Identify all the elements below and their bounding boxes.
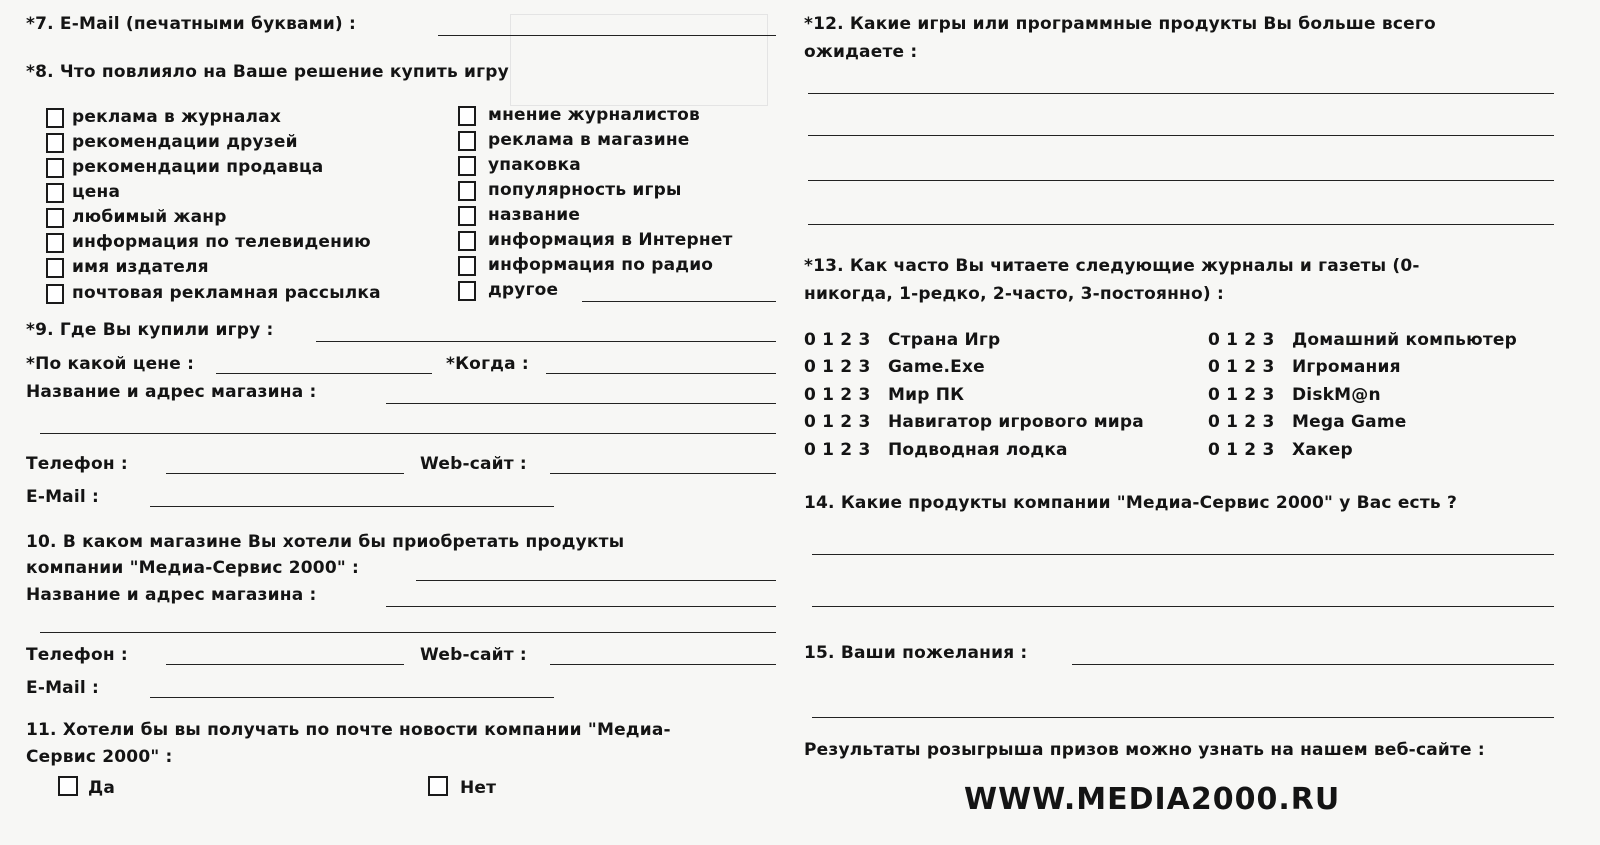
q10-question-line2: компании "Медиа-Сервис 2000" : bbox=[26, 558, 360, 578]
q9-where-line[interactable] bbox=[316, 341, 776, 342]
q9-store-line-2[interactable] bbox=[40, 433, 776, 434]
q13-magazine-label: Game.Exe bbox=[888, 357, 985, 377]
q12-answer-line[interactable] bbox=[808, 224, 1554, 225]
q12-answer-line[interactable] bbox=[808, 180, 1554, 181]
q9-phone-line[interactable] bbox=[166, 473, 404, 474]
q11-yes-label: Да bbox=[88, 778, 116, 798]
q11-no-checkbox[interactable] bbox=[428, 776, 448, 796]
q12-answer-line[interactable] bbox=[808, 93, 1554, 94]
q13-rating-scale[interactable]: 0 1 2 3 bbox=[804, 440, 871, 460]
q8-option-label: упаковка bbox=[488, 155, 581, 175]
q10-email-line[interactable] bbox=[150, 697, 554, 698]
q14-answer-line[interactable] bbox=[812, 554, 1554, 555]
q10-store-line[interactable] bbox=[386, 606, 776, 607]
q11-question-line1: 11. Хотели бы вы получать по почте новости компании "Медиа- bbox=[26, 720, 671, 740]
q8-option-label: любимый жанр bbox=[72, 207, 227, 227]
q8-checkbox-tv[interactable] bbox=[46, 233, 64, 253]
q13-rating-scale[interactable]: 0 1 2 3 bbox=[1208, 412, 1275, 432]
q10-email-label: E-Mail : bbox=[26, 678, 100, 698]
q8-checkbox-title[interactable] bbox=[458, 206, 476, 226]
q9-phone-label: Телефон : bbox=[26, 454, 128, 474]
q9-web-label: Web-сайт : bbox=[420, 454, 527, 474]
q13-rating-scale[interactable]: 0 1 2 3 bbox=[1208, 440, 1275, 460]
q14-question: 14. Какие продукты компании "Медиа-Сервис 2000" у Вас есть ? bbox=[804, 493, 1458, 513]
q8-checkbox-radio[interactable] bbox=[458, 256, 476, 276]
q8-option-label: цена bbox=[72, 182, 121, 202]
q13-question-line2: никогда, 1-редко, 2-часто, 3-постоянно) : bbox=[804, 284, 1224, 304]
q13-magazine-label: Mega Game bbox=[1292, 412, 1407, 432]
q13-rating-scale[interactable]: 0 1 2 3 bbox=[1208, 385, 1275, 405]
q8-option-label: информация по телевидению bbox=[72, 232, 371, 252]
q8-checkbox-seller[interactable] bbox=[46, 158, 64, 178]
q10-phone-label: Телефон : bbox=[26, 645, 128, 665]
q8-option-label: реклама в журналах bbox=[72, 107, 281, 127]
q13-rating-scale[interactable]: 0 1 2 3 bbox=[1208, 357, 1275, 377]
q10-phone-line[interactable] bbox=[166, 664, 404, 665]
q9-web-line[interactable] bbox=[550, 473, 776, 474]
q11-yes-checkbox[interactable] bbox=[58, 776, 78, 796]
q10-question-line1: 10. В каком магазине Вы хотели бы приобретать продукты bbox=[26, 532, 625, 552]
q13-magazine-label: Домашний компьютер bbox=[1292, 330, 1518, 350]
q8-checkbox-popularity[interactable] bbox=[458, 181, 476, 201]
q13-question-line1: *13. Как часто Вы читаете следующие журналы и газеты (0- bbox=[804, 256, 1420, 276]
q8-checkbox-publisher[interactable] bbox=[46, 258, 64, 278]
q8-option-label: название bbox=[488, 205, 581, 225]
q8-option-label: реклама в магазине bbox=[488, 130, 690, 150]
q9-when-label: *Когда : bbox=[446, 354, 529, 374]
q11-no-label: Нет bbox=[460, 778, 497, 798]
q13-magazine-label: Мир ПК bbox=[888, 385, 965, 405]
q9-price-line[interactable] bbox=[216, 373, 432, 374]
q10-web-line[interactable] bbox=[550, 664, 776, 665]
q8-checkbox-package[interactable] bbox=[458, 156, 476, 176]
q8-option-label: информация по радио bbox=[488, 255, 714, 275]
q13-rating-scale[interactable]: 0 1 2 3 bbox=[1208, 330, 1275, 350]
q7-email-label: *7. E-Mail (печатными буквами) : bbox=[26, 14, 357, 34]
q10-store-label: Название и адрес магазина : bbox=[26, 585, 317, 605]
q12-answer-line[interactable] bbox=[808, 135, 1554, 136]
q9-email-label: E-Mail : bbox=[26, 487, 100, 507]
q15-question: 15. Ваши пожелания : bbox=[804, 643, 1028, 663]
q8-checkbox-internet[interactable] bbox=[458, 231, 476, 251]
q8-question: *8. Что повлияло на Ваше решение купить игру bbox=[26, 62, 509, 82]
q8-checkbox-mail[interactable] bbox=[46, 284, 64, 304]
q13-magazine-label: Подводная лодка bbox=[888, 440, 1068, 460]
q8-checkbox-ads-magazines[interactable] bbox=[46, 108, 64, 128]
q11-question-line2: Сервис 2000" : bbox=[26, 747, 173, 767]
q13-rating-scale[interactable]: 0 1 2 3 bbox=[804, 412, 871, 432]
q8-checkbox-store-ads[interactable] bbox=[458, 131, 476, 151]
q8-option-label: имя издателя bbox=[72, 257, 209, 277]
results-text: Результаты розыгрыша призов можно узнать на нашем веб-сайте : bbox=[804, 740, 1485, 760]
q8-option-label: популярность игры bbox=[488, 180, 682, 200]
q8-option-label: мнение журналистов bbox=[488, 105, 700, 125]
q12-question-line1: *12. Какие игры или программные продукты Вы больше всего bbox=[804, 14, 1436, 34]
q9-when-line[interactable] bbox=[546, 373, 776, 374]
q8-other-line[interactable] bbox=[582, 301, 776, 302]
q9-store-label: Название и адрес магазина : bbox=[26, 382, 317, 402]
q8-checkbox-price[interactable] bbox=[46, 183, 64, 203]
q10-store-line-2[interactable] bbox=[40, 632, 776, 633]
q15-answer-line[interactable] bbox=[812, 717, 1554, 718]
q9-question: *9. Где Вы купили игру : bbox=[26, 320, 274, 340]
q10-line[interactable] bbox=[416, 580, 776, 581]
q15-answer-line[interactable] bbox=[1072, 664, 1554, 665]
q8-checkbox-genre[interactable] bbox=[46, 208, 64, 228]
q8-option-label: другое bbox=[488, 280, 559, 300]
q8-checkbox-friends[interactable] bbox=[46, 133, 64, 153]
q9-price-label: *По какой цене : bbox=[26, 354, 195, 374]
q8-option-label: информация в Интернет bbox=[488, 230, 733, 250]
q9-store-line[interactable] bbox=[386, 403, 776, 404]
q13-magazine-label: Хакер bbox=[1292, 440, 1353, 460]
q13-magazine-label: Навигатор игрового мира bbox=[888, 412, 1144, 432]
q10-web-label: Web-сайт : bbox=[420, 645, 527, 665]
q13-magazine-label: Игромания bbox=[1292, 357, 1401, 377]
q8-option-label: почтовая рекламная рассылка bbox=[72, 283, 381, 303]
q8-checkbox-journalists[interactable] bbox=[458, 106, 476, 126]
q13-magazine-label: Страна Игр bbox=[888, 330, 1001, 350]
q12-question-line2: ожидаете : bbox=[804, 42, 918, 62]
q13-rating-scale[interactable]: 0 1 2 3 bbox=[804, 385, 871, 405]
q9-email-line[interactable] bbox=[150, 506, 554, 507]
show-through-box bbox=[510, 14, 768, 106]
q8-option-label: рекомендации друзей bbox=[72, 132, 298, 152]
website-url[interactable]: WWW.MEDIA2000.RU bbox=[964, 782, 1341, 817]
q14-answer-line[interactable] bbox=[812, 606, 1554, 607]
q13-rating-scale[interactable]: 0 1 2 3 bbox=[804, 357, 871, 377]
q8-checkbox-other[interactable] bbox=[458, 281, 476, 301]
q13-rating-scale[interactable]: 0 1 2 3 bbox=[804, 330, 871, 350]
q13-magazine-label: DiskM@n bbox=[1292, 385, 1381, 405]
q7-email-line[interactable] bbox=[438, 35, 776, 36]
q8-option-label: рекомендации продавца bbox=[72, 157, 324, 177]
